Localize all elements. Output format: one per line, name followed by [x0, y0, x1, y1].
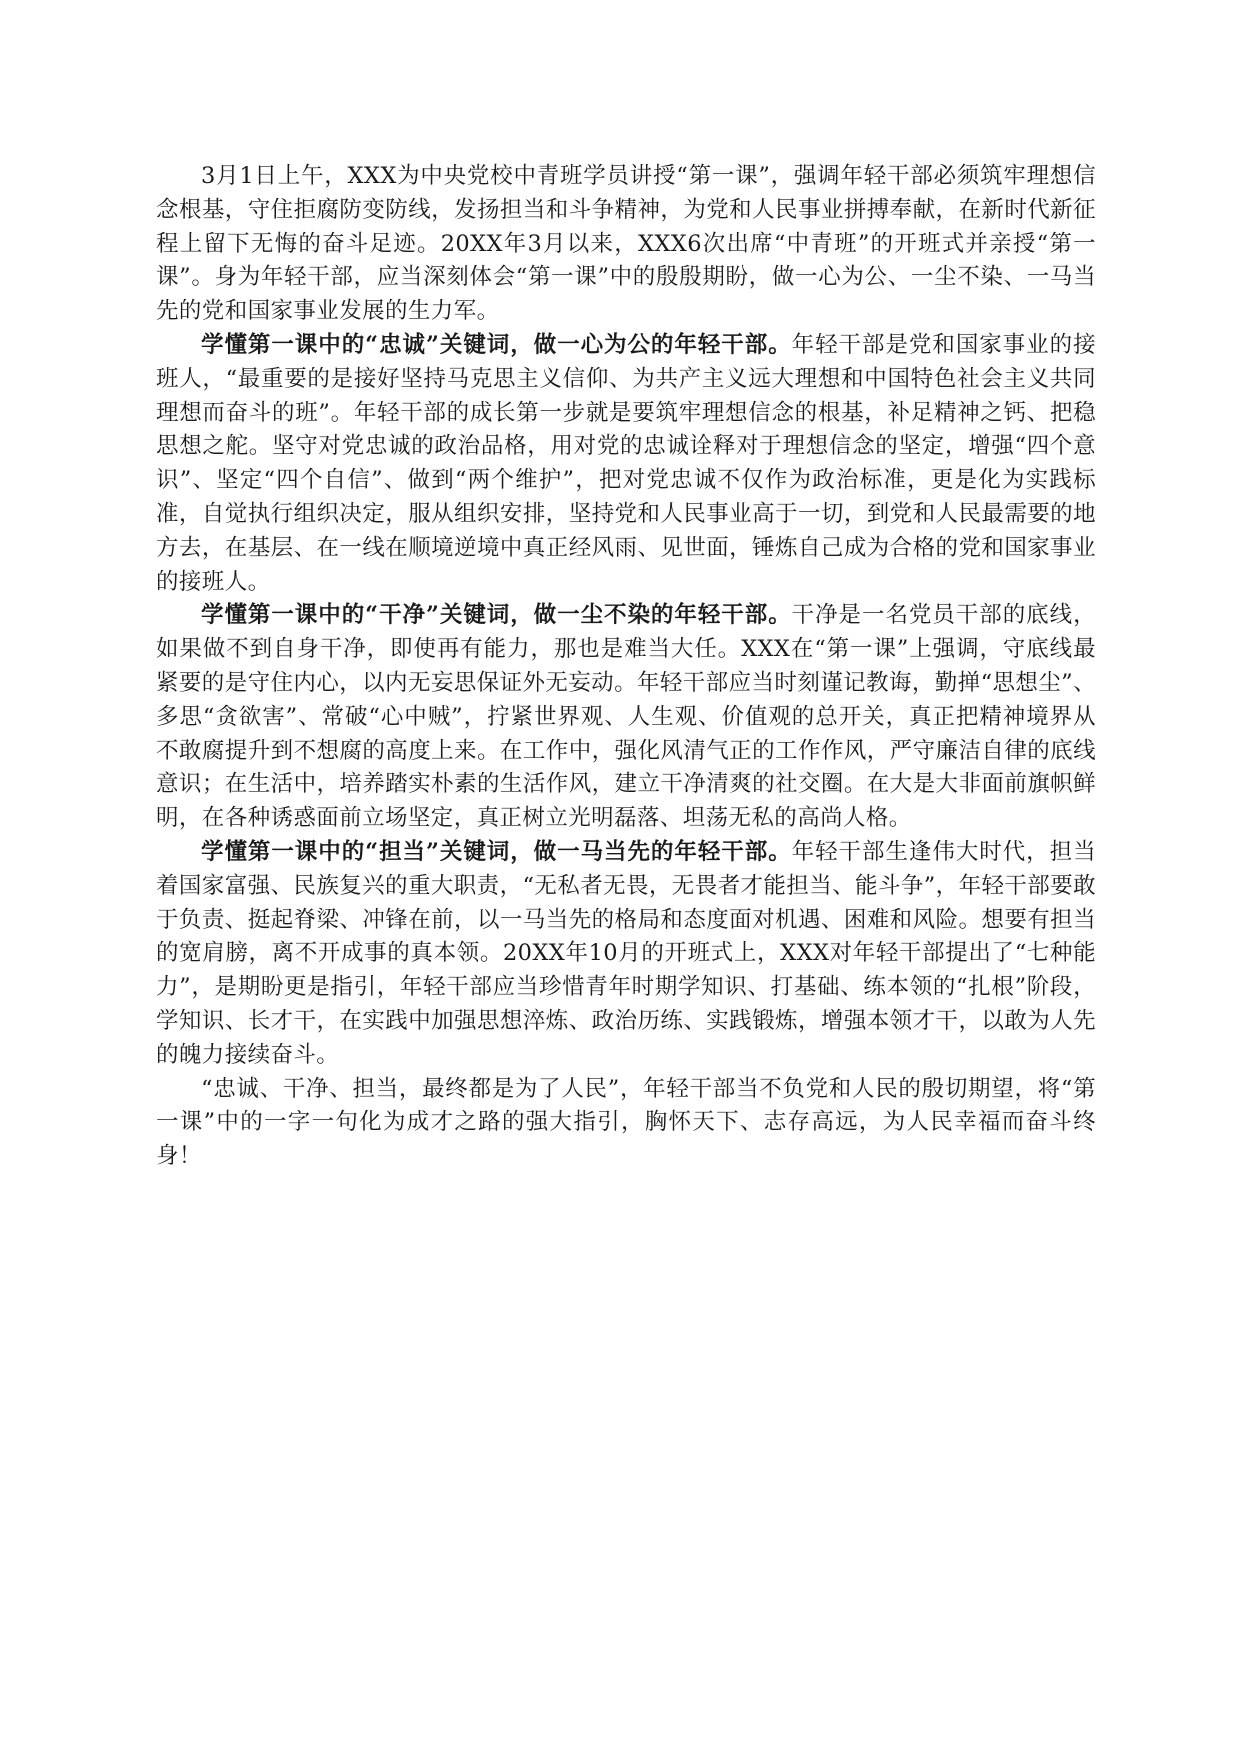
paragraph-text: 年轻干部生逢伟大时代，担当着国家富强、民族复兴的重大职责，“无私者无畏，无畏者才能担当、能斗争”，年轻干部要敢于负责、挺起脊梁、冲锋在前，以一马当先的格局和态度面对机遇、困难和风险。想要有担当的宽肩膀，离不开成事的真本领。20XX年10月的开班式上，XXX对年轻干部提出了“七种能力”，是期盼更是指引，年轻干部应当珍惜青年时期学知识、打基础、练本领的“扎根”阶段，学知识、长才干，在实践中加强思想淬炼、政治历练、实践锻炼，增强本领才干，以敢为人先的魄力接续奋斗。 [156, 838, 1096, 1068]
document-body [156, 160, 1096, 1174]
integrity-paragraph [156, 599, 1096, 836]
paragraph-text: 干净是一名党员干部的底线，如果做不到自身干净，即使再有能力，那也是难当大任。XXX在“第一课”上强调，守底线最紧要的是守住内心，以内无妄思保证外无妄动。年轻干部应当时刻谨记教诲，勤掸“思想尘”、多思“贪欲害”、常破“心中贼”，拧紧世界观、人生观、价值观的总开关，真正把精神境界从不敢腐提升到不想腐的高度上来。在工作中，强化风清气正的工作作风，严守廉洁自律的底线意识；在生活中，培养踏实朴素的生活作风，建立干净清爽的社交圈。在大是大非面前旗帜鲜明，在各种诱惑面前立场坚定，真正树立光明磊落、坦荡无私的高尚人格。 [156, 602, 1096, 832]
intro-paragraph [156, 160, 1096, 329]
loyalty-paragraph [156, 329, 1096, 599]
paragraph-text: 年轻干部是党和国家事业的接班人，“最重要的是接好坚持马克思主义信仰、为共产主义远大理想和中国特色社会主义共同理想而奋斗的班”。年轻干部的成长第一步就是要筑牢理想信念的根基，补足精神之钙、把稳思想之舵。坚守对党忠诚的政治品格，用对党的忠诚诠释对于理想信念的坚定，增强“四个意识”、坚定“四个自信”、做到“两个维护”，把对党忠诚不仅作为政治标准，更是化为实践标准，自觉执行组织决定，服从组织安排，坚持党和人民事业高于一切，到党和人民最需要的地方去，在基层、在一线在顺境逆境中真正经风雨、见世面，锤炼自己成为合格的党和国家事业的接班人。 [156, 331, 1096, 595]
paragraph-text: “忠诚、干净、担当，最终都是为了人民”，年轻干部当不负党和人民的殷切期望，将“第一课”中的一字一句化为成才之路的强大指引，胸怀天下、志存高远，为人民幸福而奋斗终身！ [156, 1075, 1096, 1170]
closing-paragraph [156, 1073, 1096, 1174]
responsibility-paragraph [156, 836, 1096, 1073]
paragraph-heading-integrity: 学懂第一课中的“干净”关键词，做一尘不染的年轻干部。 [201, 602, 792, 629]
paragraph-heading-loyalty: 学懂第一课中的“忠诚”关键词，做一心为公的年轻干部。 [201, 331, 792, 358]
paragraph-heading-responsibility: 学懂第一课中的“担当”关键词，做一马当先的年轻干部。 [201, 838, 792, 865]
paragraph-text: 3月1日上午，XXX为中央党校中青班学员讲授“第一课”，强调年轻干部必须筑牢理想信念根基，守住拒腐防变防线，发扬担当和斗争精神，为党和人民事业拼搏奉献，在新时代新征程上留下无悔的奋斗足迹。20XX年3月以来，XXX6次出席“中青班”的开班式并亲授“第一课”。身为年轻干部，应当深刻体会“第一课”中的殷殷期盼，做一心为公、一尘不染、一马当先的党和国家事业发展的生力军。 [156, 163, 1096, 325]
